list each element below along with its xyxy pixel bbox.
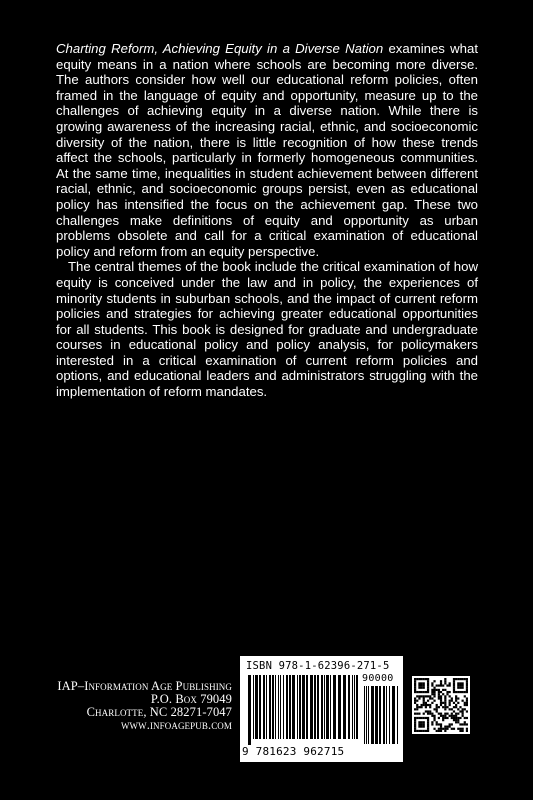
back-cover-blurb bbox=[56, 41, 478, 400]
publisher-website: www.infoagepub.com bbox=[120, 718, 232, 732]
blurb-paragraph-1 bbox=[56, 41, 478, 259]
publisher-address-line1: P.O. Box 79049 bbox=[150, 692, 232, 706]
barcode-addon-bars-icon bbox=[364, 686, 398, 756]
qr-code-icon bbox=[412, 676, 470, 734]
book-title-italic: Charting Reform, Achieving Equity in a Diverse Nation bbox=[56, 41, 384, 56]
isbn-barcode bbox=[240, 656, 403, 762]
isbn-label: ISBN 978-1-62396-271-5 bbox=[246, 660, 390, 672]
barcode-bars-icon bbox=[248, 675, 360, 745]
blurb-paragraph-1-body: examines what equity means in a nation where schools are becoming more diverse. The authors consider how well our educational reform policies, often framed in the language of equity and opportunity, measure up to the challenges of achieving equity in a diverse nation. While there is growing awareness of the increasing racial, ethnic, and socioeconomic diversity of the nation, there is little recognition of how these trends affect the schools, particularly in formerly homogeneous communities. At the same time, inequalities in student achievement between different racial, ethnic, and socioeconomic groups persist, even as educational policy has intensified the focus on the achievement gap. These two challenges make definitions of equity and opportunity as urban problems obsolete and call for a critical examination of educational policy and reform from an equity perspective. bbox=[56, 41, 479, 259]
ean-digits: 9 781623 962715 bbox=[242, 745, 345, 758]
barcode-addon-code: 90000 bbox=[362, 673, 394, 684]
publisher-name: IAP–Information Age Publishing bbox=[57, 679, 232, 693]
blurb-paragraph-2: The central themes of the book include the critical examination of how equity is conceived under the law and in policy, the experiences of minority students in suburban schools, and the impact of current reform policies and strategies for achieving greater educational opportunities for all students. This book is designed for graduate and undergraduate courses in educational policy and policy analysis, for policymakers interested in a critical examination of current reform policies and options, and educational leaders and administrators struggling with the implementation of reform mandates. bbox=[56, 259, 478, 400]
publisher-info bbox=[40, 680, 232, 732]
publisher-address-line2: Charlotte, NC 28271-7047 bbox=[86, 705, 232, 719]
